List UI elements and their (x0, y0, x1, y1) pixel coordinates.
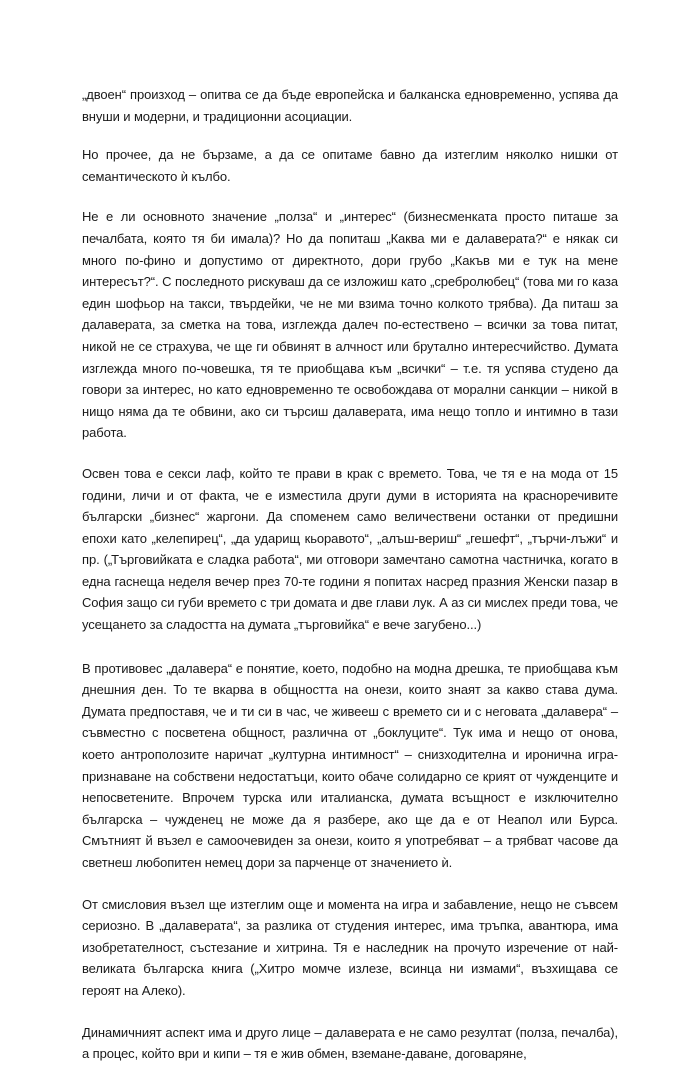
paragraph-7: Динамичният аспект има и друго лице – далаверата е не само резултат (полза, печалба), а процес, който ври и кипи – тя е жив обмен, вземане-даване, договаряне, (82, 1024, 618, 1062)
document-body (82, 84, 618, 1065)
paragraph-5: В противовес „далавера“ е понятие, което, подобно на модна дрешка, те приобщава към днешния ден. То те вкарва в общността на онези, които знаят за какво става дума. Думата предпоставя, че и ти си в час, че живееш с времето си и с неговата „далавера“ – съвместно с посветена общност, различна от „боклуците“. Тук има и нещо от онова, което антрополозите наричат „културна интимност“ – снизходителна и иронична игра-признаване на собствени недостатъци, които обаче солидарно се крият от чужденците и непосветените. Впрочем турска или италианска, думата всъщност е изключително българска – чужденец не може да я разбере, ако ще да е от Неапол или Бурса. Смътният й възел е самоочевиден за онези, които я употребяват – а трябват часове да светнеш любопитен немец дори за парченце от значението ѝ. (82, 660, 618, 870)
paragraph-6: От смисловия възел ще изтеглим още и момента на игра и забавление, нещо не съвсем сериозно. В „далаверата“, за разлика от студения интерес, има тръпка, авантюра, има изобретателност, състезание и хитрина. Тя е наследник на прочуто изречение от най-великата българска книга („Хитро момче излезе, всинца ни измами“, възхищава се героят на Алеко). (82, 896, 618, 998)
paragraph-2: Но прочее, да не бързаме, а да се опитаме бавно да изтеглим няколко нишки от семантическото ѝ кълбо. (82, 147, 618, 184)
paragraph-4: Освен това е секси лаф, който те прави в крак с времето. Това, че тя е на мода от 15 години, личи и от факта, че е изместила други думи в историята на красноречивите български „бизнес“ жаргони. Да споменем само величествени останки от предишни епохи като „келепирец“, „да ударищ кьоравото“, „алъш-вериш“ „гешефт“, „търчи-лъжи“ и пр. („Търговийката е сладка работа“, ми отговори замечтано самотна частничка, когато в една гаснеща неделя вечер през 70-те години я попитах насред празния Женски пазар в София защо си губи времето с три домата и две глави лук. А аз си мислех преди това, че усещането за сладостта на думата „търговийка“ е вече загубено...) (82, 465, 618, 633)
paragraph-3: Не е ли основното значение „полза“ и „интерес“ (бизнесменката просто питаше за печалбата, която тя би имала)? Но да попиташ „Каква ми е далаверата?“ е някак си много по-фино и допустимо от директното, дори грубо „Какъв ми е тук на мене интересът?“. С последното рискуваш да се изложиш като „сребролюбец“ (това ми го каза един шофьор на такси, твърдейки, че не ми взима точно колкото трябва). Да питаш за далаверата, за сметка на това, изглежда далеч по-естествено – всички за това питат, никой не се страхува, че ще ги обвинят в алчност или брутално интересчийство. Думата изглежда много по-човешка, тя те приобщава към „всички“ – т.е. тя успява студено да говори за интерес, но като едновременно те освобождава от морални санкции – никой в нищо няма да те обвини, ако си търсиш далаверата, има нещо топло и интимно в тази работа. (82, 209, 618, 441)
paragraph-1: „двоен“ произход – опитва се да бъде европейска и балканска едновременно, успява да внуши и модерни, и традиционни асоциации. (82, 87, 618, 124)
